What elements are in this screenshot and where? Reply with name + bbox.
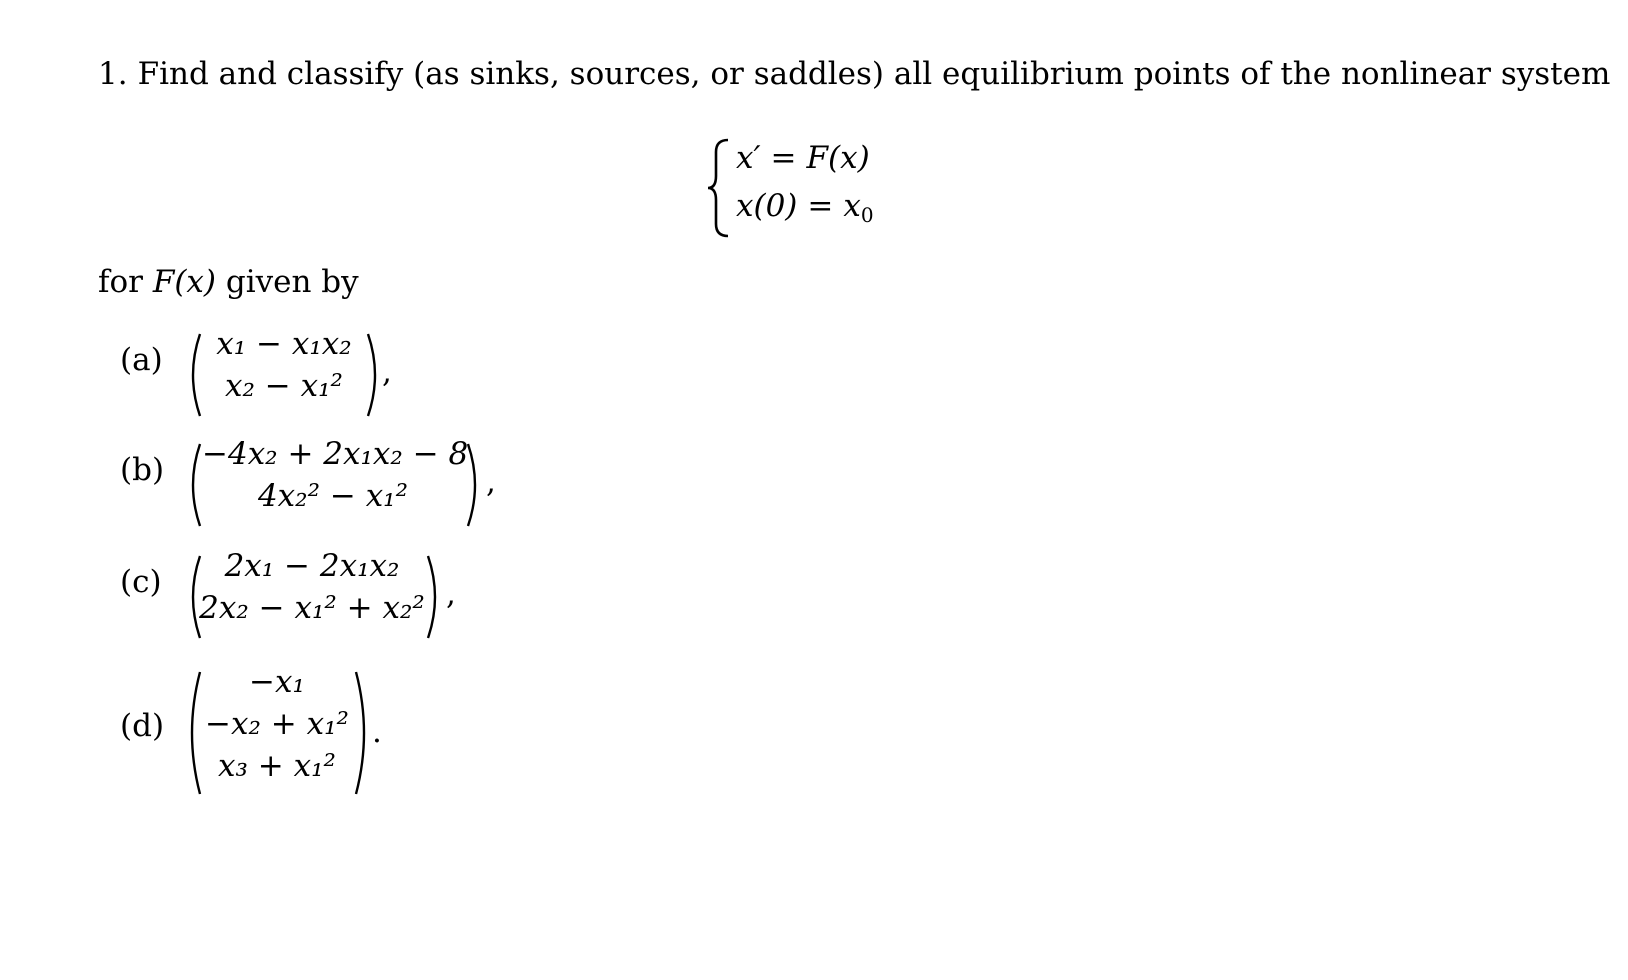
vector-row: x₂ − x₁²: [225, 368, 343, 404]
left-paren-icon: [184, 440, 204, 530]
left-paren-icon: [184, 668, 204, 798]
vector-row: −x₂ + x₁²: [205, 706, 349, 742]
problem-text: Find and classify (as sinks, sources, or saddles) all equilibrium points of the nonlinear system: [137, 56, 1611, 92]
equation-1-rhs: F(x): [806, 140, 870, 176]
part-b: [120, 436, 520, 530]
right-paren-icon: [424, 552, 444, 642]
for-text: [98, 264, 359, 300]
vector-row: 2x₂ − x₁² + x₂²: [199, 590, 425, 626]
vector-row: −4x₂ + 2x₁x₂ − 8: [202, 436, 469, 472]
equation-2-lhs: x(0): [736, 188, 798, 224]
vector-a: [184, 326, 384, 420]
part-label: (c): [120, 564, 162, 600]
part-d: [120, 664, 420, 798]
vector-row: 2x₁ − 2x₁x₂: [224, 548, 400, 584]
left-paren-icon: [184, 330, 204, 420]
problem-statement: [98, 56, 1610, 92]
for-prefix: for: [98, 264, 153, 300]
vector-b: [184, 436, 484, 530]
system-equation-2: [736, 188, 874, 227]
right-paren-icon: [464, 440, 484, 530]
vector-row: −x₁: [249, 664, 305, 700]
equals-sign: =: [770, 140, 797, 176]
punctuation: ,: [382, 354, 392, 390]
vector-row: 4x₂² − x₁²: [257, 478, 409, 514]
system-equation-1: [736, 140, 870, 176]
equation-2-rhs: x: [843, 188, 861, 224]
equation-2-rhs-subscript: 0: [860, 203, 874, 227]
punctuation: .: [372, 714, 382, 750]
left-brace-icon: [706, 136, 732, 240]
equals-sign: =: [807, 188, 834, 224]
for-suffix: given by: [216, 264, 359, 300]
equation-1-lhs: x′: [736, 140, 761, 176]
right-paren-icon: [352, 668, 372, 798]
part-c: [120, 548, 520, 642]
right-paren-icon: [364, 330, 384, 420]
ode-system: [706, 136, 886, 240]
punctuation: ,: [446, 576, 456, 612]
part-a: [120, 326, 420, 420]
punctuation: ,: [486, 464, 496, 500]
problem-number: 1.: [98, 56, 128, 92]
vector-d: [184, 664, 384, 798]
part-label: (a): [120, 342, 163, 378]
part-label: (d): [120, 708, 165, 744]
vector-row: x₃ + x₁²: [218, 748, 336, 784]
vector-row: x₁ − x₁x₂: [216, 326, 352, 362]
part-label: (b): [120, 452, 165, 488]
vector-c: [184, 548, 444, 642]
function-name: F(x): [152, 264, 216, 300]
